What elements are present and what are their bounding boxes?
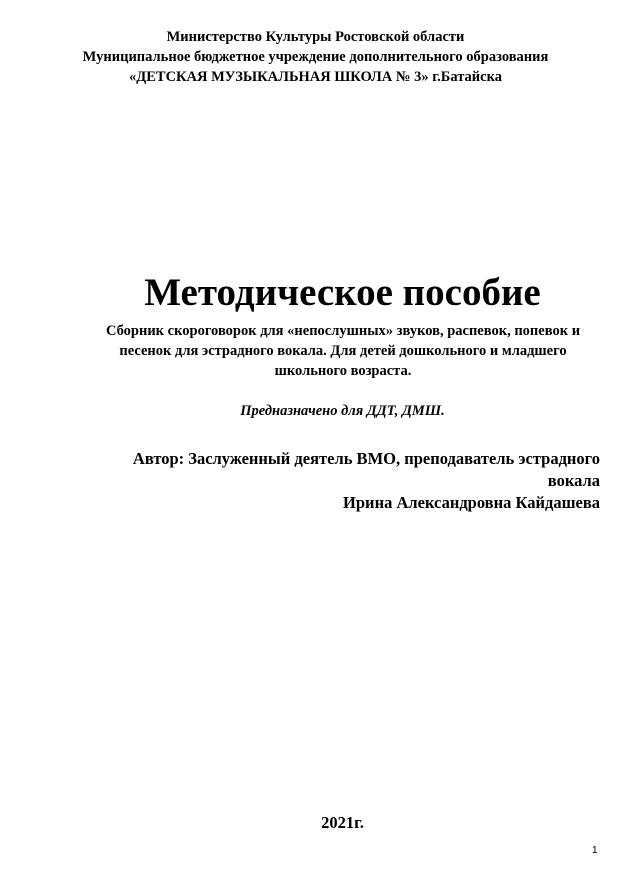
institution-header [0,27,631,87]
document-title: Методическое пособие [144,271,541,314]
intended-audience: Предназначено для ДДТ, ДМШ. [240,403,445,419]
page-number: 1 [592,845,598,856]
subtitle-line: Сборник скороговорок для «непослушных» звуков, распевок, попевок и [105,323,581,339]
author-block [60,448,600,514]
author-name: Ирина Александровна Кайдашева [343,493,600,512]
school-name-line: «ДЕТСКАЯ МУЗЫКАЛЬНАЯ ШКОЛА № 3» г.Батайска [129,69,502,85]
institution-type-line: Муниципальное бюджетное учреждение дополнительного образования [82,49,549,65]
document-subtitle [84,321,602,381]
subtitle-line: школьного возраста. [274,363,412,379]
author-role-line: Автор: Заслуженный деятель ВМО, преподаватель эстрадного [132,449,600,468]
author-role-line: вокала [547,471,600,490]
subtitle-line: песенок для эстрадного вокала. Для детей дошкольного и младшего [119,343,567,359]
ministry-line: Министерство Культуры Ростовской области [166,29,465,45]
publication-year: 2021г. [321,813,364,832]
